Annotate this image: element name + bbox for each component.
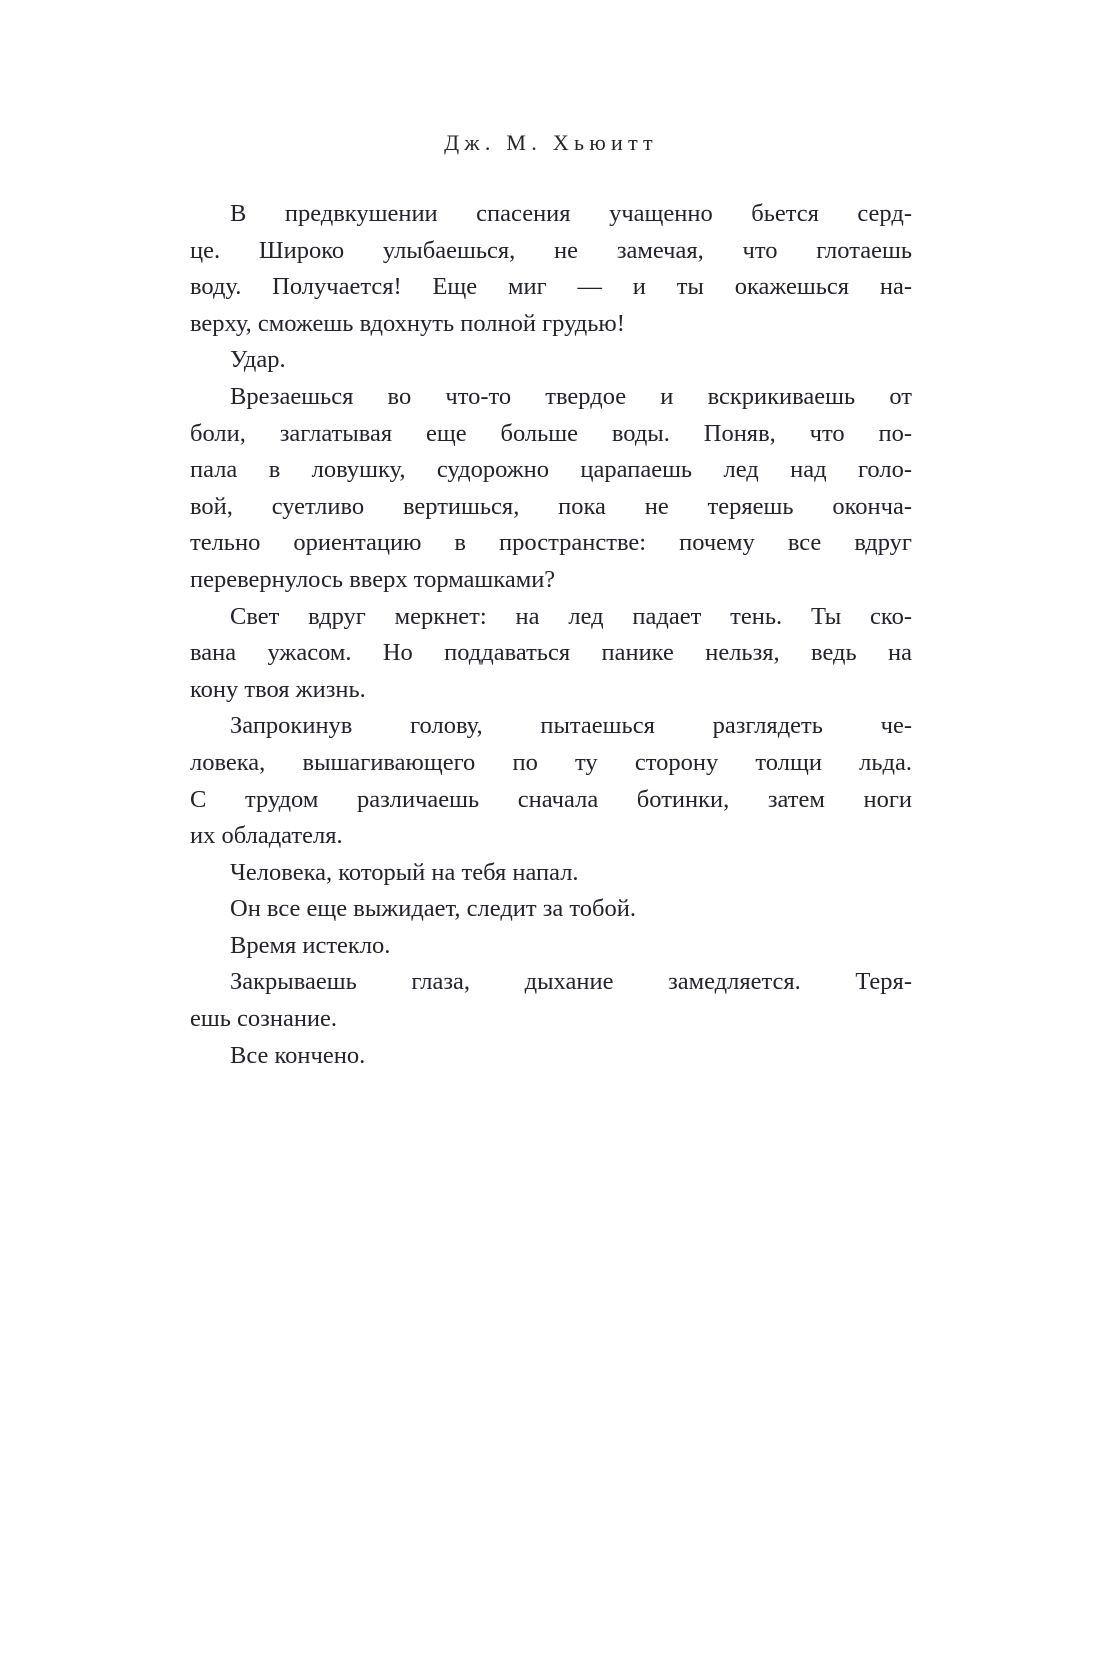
page-header-author: Дж. М. Хьюитт xyxy=(444,130,658,155)
text-line: Свет вдруг меркнет: на лед падает тень. Ты ско- xyxy=(230,602,912,630)
text-line: кону твоя жизнь. xyxy=(190,675,366,703)
paragraph xyxy=(190,855,912,892)
text-line: вой, суетливо вертишься, пока не теряешь оконча- xyxy=(190,492,912,520)
paragraph xyxy=(190,891,912,928)
text-line: В предвкушении спасения учащенно бьется серд- xyxy=(230,200,912,227)
text-line: вана ужасом. Но поддаваться панике нельзя, ведь на xyxy=(190,639,912,667)
text-line: Удар. xyxy=(230,346,286,374)
paragraph xyxy=(190,599,912,709)
text-line: ловека, вышагивающего по ту сторону толщи льда. xyxy=(190,748,912,776)
text-line: их обладателя. xyxy=(190,822,343,850)
paragraph xyxy=(190,1038,912,1075)
text-line: пала в ловушку, судорожно царапаешь лед над голо- xyxy=(190,456,912,484)
text-line: ешь сознание. xyxy=(190,1005,338,1033)
text-line: Закрываешь глаза, дыхание замедляется. Теря- xyxy=(230,968,912,996)
text-line: воду. Получается! Еще миг — и ты окажешься на- xyxy=(190,273,912,301)
text-line: Запрокинув голову, пытаешься разглядеть че- xyxy=(230,712,912,740)
paragraph xyxy=(190,196,912,342)
text-line: Человека, который на тебя напал. xyxy=(230,858,579,886)
text-line: Время истекло. xyxy=(230,931,391,959)
paragraph xyxy=(190,964,912,1037)
paragraph xyxy=(190,342,912,379)
text-line: Все кончено. xyxy=(230,1041,366,1069)
text-line: боли, заглатывая еще больше воды. Поняв, что по- xyxy=(190,419,912,447)
text-line: Врезаешься во что-то твердое и вскрикиваешь от xyxy=(230,382,912,410)
text-block xyxy=(190,196,912,1074)
text-line: Он все еще выжидает, следит за тобой. xyxy=(230,895,636,923)
text-line: перевернулось вверх тормашками? xyxy=(190,565,556,593)
paragraph xyxy=(190,379,912,599)
paragraph xyxy=(190,708,912,854)
text-line: це. Широко улыбаешься, не замечая, что глотаешь xyxy=(190,236,912,264)
text-line: тельно ориентацию в пространстве: почему все вдруг xyxy=(190,529,912,557)
text-line: верху, сможешь вдохнуть полной грудью! xyxy=(190,309,625,337)
paragraph xyxy=(190,928,912,965)
text-line: С трудом различаешь сначала ботинки, затем ноги xyxy=(190,785,912,813)
